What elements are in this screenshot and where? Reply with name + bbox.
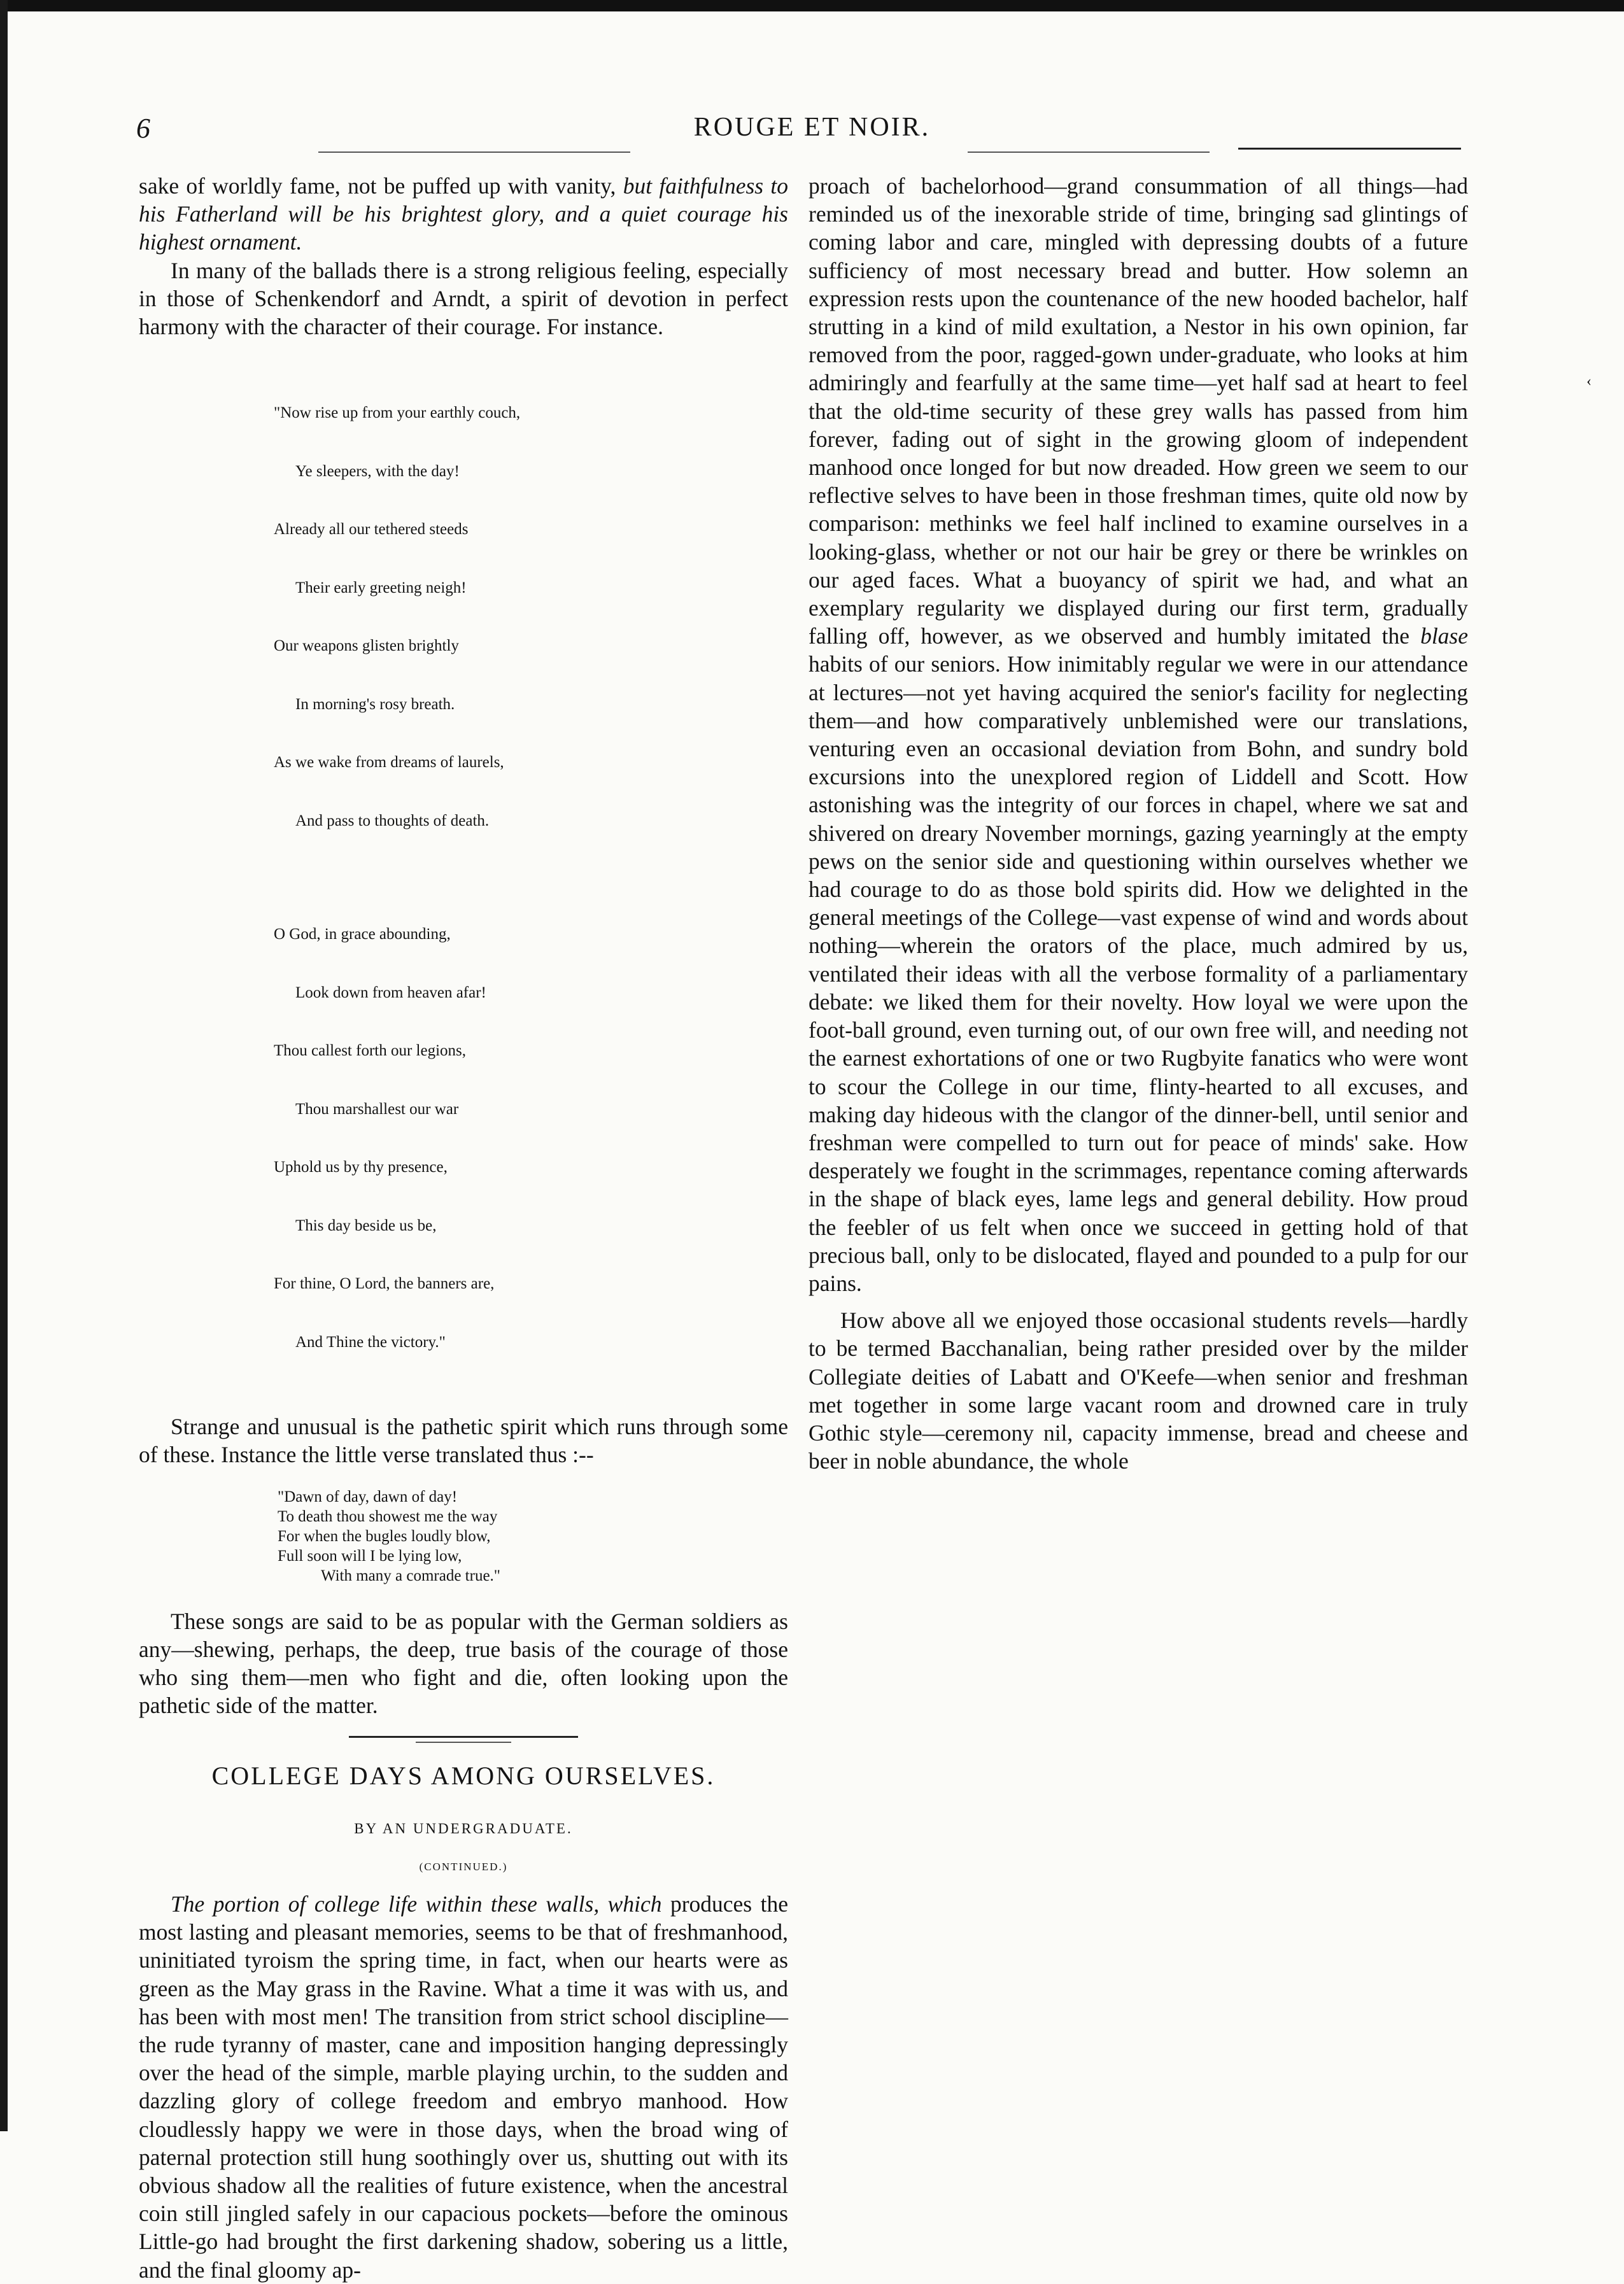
poem-line: Full soon will I be lying low,: [278, 1547, 462, 1565]
poem-line: Uphold us by thy presence,: [274, 1159, 448, 1176]
intro-italic-text: but faithfulness to his Fatherland will be his brightest glory, and a quiet courage his highest ornament.: [139, 173, 788, 255]
article-lead: The portion of college life within these walls, which: [171, 1891, 662, 1917]
poem-line: And pass to thoughts of death.: [295, 812, 490, 829]
songs-paragraph: These songs are said to be as popular with the German soldiers as any—shewing, perhaps, the deep, true basis of the courage of those who sing them—men who fight and die, often looking upon the pathetic side of the matter.: [139, 1608, 788, 1719]
poem-dawn: [278, 1487, 788, 1586]
poem-line: And Thine the victory.": [295, 1333, 446, 1351]
poem-line: To death thou showest me the way: [278, 1507, 498, 1525]
article-continued: (CONTINUED.): [419, 1860, 508, 1873]
article-title: COLLEGE DAYS AMONG OURSELVES.: [211, 1761, 716, 1791]
poem-line: "Dawn of day, dawn of day!: [278, 1488, 458, 1505]
ballads-paragraph: In many of the ballads there is a strong religious feeling, especially in those of Schenkendorf and Arndt, a spirit of devotion in perfect harmony with the character of their courage. For instance.: [139, 257, 788, 340]
poem-line: This day beside us be,: [295, 1216, 437, 1234]
page-header: [0, 112, 1624, 150]
header-rule-right: [1238, 148, 1461, 150]
right-text-b: habits of our seniors. How inimitably regular we were in our attendance at lectures—not yet having acquired the senior's facility for neglecting them—and how comparatively unblemished were our translations, venturing even an occasional deviation from Bohn, and sundry bold excursions into the unexplored region of Liddell and Scott. How astonishing was the integrity of our forces in chapel, where we sat and shivered on dreary November mornings, gazing yearningly at the empty pews on the senior side and questioning within ourselves whether we had courage to do as those bold spirits did. How we delighted in the general meetings of the College—vast expense of wind and words about nothing—wherein the orators of the place, much admired by us, ventilated their ideas with all the verbose formality of a parliamentary debate: we liked them for their novelty. How loyal we were upon the foot-ball ground, even turning out, of our own free will, and needing not the earnest exhortations of one or two Rugbyite fanatics who were wont to scour the College in our time, flinty-hearted to all excuses, and making day hideous with the clangor of the dinner-bell, until senior and freshman were compelled to turn out for peace of minds' sake. How desperately we fought in the scrimmages, repentance coming afterwards in the shape of black eyes, lame legs and general debility. How proud the feebler of us felt when once we succeed in getting hold of that precious ball, only to be dislocated, flayed and pounded to a pulp for our pains.: [808, 651, 1468, 1296]
poem-stanza: [274, 365, 788, 870]
poem-line: Thou callest forth our legions,: [274, 1042, 467, 1060]
intro-text: sake of worldly fame, not be puffed up with vanity,: [139, 173, 623, 199]
poem-line: For thine, O Lord, the banners are,: [274, 1275, 495, 1293]
page-number: 6: [136, 113, 150, 144]
scan-top-edge: [0, 0, 1624, 11]
poem-line: Ye sleepers, with the day!: [295, 462, 460, 480]
poem-stanza: [274, 886, 788, 1391]
article-byline: BY AN UNDERGRADUATE.: [354, 1820, 573, 1836]
intro-paragraph: [139, 172, 788, 257]
section-divider: [349, 1736, 578, 1738]
poem-prayer: [274, 365, 788, 1391]
poem-line: For when the bugles loudly blow,: [278, 1527, 491, 1545]
scan-left-edge: [0, 0, 8, 2131]
strange-paragraph: Strange and unusual is the pathetic spirit which runs through some of these. Instance the little verse translated thus :--: [139, 1414, 788, 1468]
section-divider-short: [416, 1742, 511, 1743]
poem-line: With many a comrade true.": [321, 1567, 501, 1584]
poem-line: Their early greeting neigh!: [295, 579, 467, 596]
article-paragraph: [139, 1890, 788, 2284]
poem-line: O God, in grace abounding,: [274, 926, 451, 943]
right-column: [808, 172, 1468, 1475]
poem-line: Look down from heaven afar!: [295, 983, 486, 1001]
header-rule-left: [318, 152, 630, 153]
left-column: [139, 172, 788, 2284]
running-title: ROUGE ET NOIR.: [693, 113, 931, 142]
poem-line: Our weapons glisten brightly: [274, 637, 459, 655]
header-rule-mid: [968, 152, 1210, 153]
poem-line: "Now rise up from your earthly couch,: [274, 404, 521, 422]
poem-line: Thou marshallest our war: [295, 1100, 459, 1118]
right-paragraph-1: [808, 172, 1468, 1297]
margin-mark: ‹: [1586, 373, 1592, 390]
blase-italic: blase: [1420, 623, 1468, 649]
poem-line: Already all our tethered steeds: [274, 521, 469, 539]
article-body: produces the most lasting and pleasant memories, seems to be that of freshmanhood, uninitiated tyroism the spring time, in fact, when our hearts were as green as the May grass in the Ravine. What a time it was with us, and has been with most men! The transition from strict school discipline—the rude tyranny of master, cane and imposition hanging depressingly over the head of the simple, marble playing urchin, to the sudden and dazzling glory of college freedom and embryo manhood. How cloudlessly happy we were in those days, when the broad wing of paternal protection still hung soothingly over us, shutting out with its obvious shadow all the realities of future existence, when the ancestral coin still jingled safely in our capacious pockets—before the ominous Little-go had brought the first darkening shadow, sobering us a little, and the final gloomy ap-: [139, 1891, 788, 2283]
right-paragraph-2: How above all we enjoyed those occasional students revels—hardly to be termed Bacchanalian, being rather presided over by the milder Collegiate deities of Labatt and O'Keefe—when senior and freshman met together in some large vacant room and drowned care in truly Gothic style—ceremony nil, capacity immense, bread and cheese and beer in noble abundance, the whole: [808, 1308, 1468, 1474]
poem-line: In morning's rosy breath.: [295, 695, 455, 713]
right-text-a: proach of bachelorhood—grand consummation of all things—had reminded us of the inexorable stride of time, bringing sad glintings of coming labor and care, mingled with depressing doubts of a future sufficiency of most necessary bread and butter. How solemn an expression rests upon the countenance of the new hooded bachelor, half strutting in a kind of mild exultation, a Nestor in his own opinion, far removed from the poor, ragged-gown under-graduate, who looks at him admiringly and fearfully at the same time—yet half sad at heart to feel that the old-time security of these grey walls has passed from him forever, fading out of sight in the growing gloom of independent manhood once longed for but now dreaded. How green we seem to our reflective selves to have been in those freshman times, quite old now by comparison: methinks we feel half inclined to examine ourselves in a looking-glass, whether or not our hair be grey or there be wrinkles on our aged faces. What a buoyancy of spirit we had, and what an exemplary regularity we displayed during our first term, gradually falling off, however, as we observed and humbly imitated the: [808, 173, 1468, 649]
poem-line: As we wake from dreams of laurels,: [274, 754, 504, 772]
